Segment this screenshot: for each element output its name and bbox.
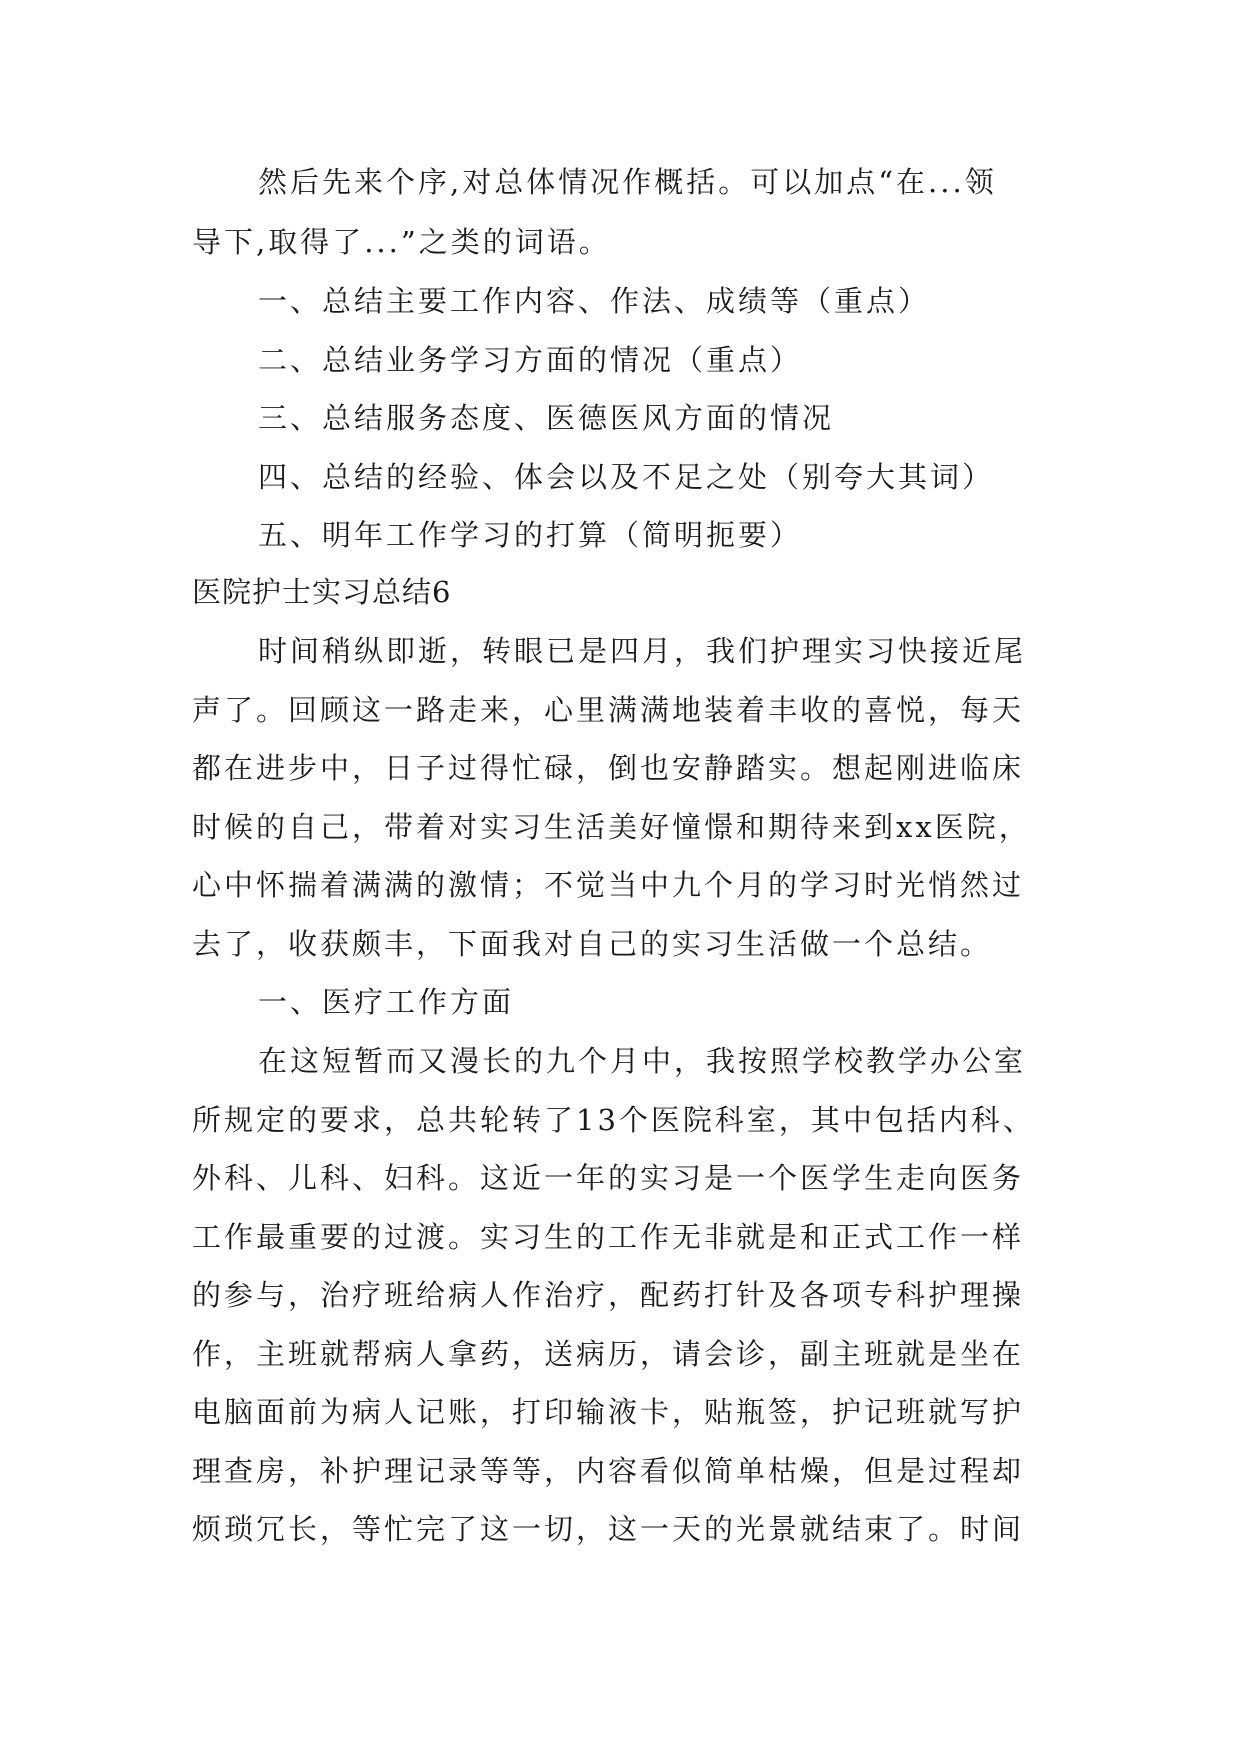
para2-line-3: 外科、儿科、妇科。这近一年的实习是一个医学生走向医务 [192,1161,1025,1195]
para1-line-4: 时候的自己，带着对实习生活美好憧憬和期待来到xx医院， [192,810,1031,844]
para2-line-2: 所规定的要求，总共轮转了13个医院科室，其中包括内科、 [192,1103,1035,1137]
para2-line-1: 在这短暂而又漫长的九个月中，我按照学校教学办公室 [258,1044,1027,1078]
section-title: 医院护士实习总结6 [192,575,452,609]
para2-line-5: 的参与，治疗班给病人作治疗，配药打针及各项专科护理操 [192,1278,1025,1312]
outline-item-4: 四、总结的经验、体会以及不足之处（别夸大其词） [258,460,995,494]
outline-item-5: 五、明年工作学习的打算（简明扼要） [258,518,803,552]
intro-line-2: 导下,取得了...”之类的词语。 [192,225,611,259]
para1-line-1: 时间稍纵即逝，转眼已是四月，我们护理实习快接近尾 [258,634,1027,668]
para1-line-3: 都在进步中，日子过得忙碌，倒也安静踏实。想起刚进临床 [192,751,1025,785]
subheading-medical-work: 一、医疗工作方面 [258,985,515,1019]
intro-line-1: 然后先来个序,对总体情况作概括。可以加点“在...领 [258,165,997,199]
outline-item-2: 二、总结业务学习方面的情况（重点） [258,343,803,377]
para2-line-8: 理查房，补护理记录等等，内容看似简单枯燥，但是过程却 [192,1454,1025,1488]
para1-line-2: 声了。回顾这一路走来，心里满满地装着丰收的喜悦，每天 [192,693,1025,727]
para2-line-9: 烦琐冗长，等忙完了这一切，这一天的光景就结束了。时间 [192,1512,1025,1546]
outline-item-3: 三、总结服务态度、医德医风方面的情况 [258,401,835,435]
outline-item-1: 一、总结主要工作内容、作法、成绩等（重点） [258,284,931,318]
para2-line-6: 作，主班就帮病人拿药，送病历，请会诊，副主班就是坐在 [192,1337,1025,1371]
para1-line-6: 去了，收获颇丰，下面我对自己的实习生活做一个总结。 [192,927,993,961]
para2-line-4: 工作最重要的过渡。实习生的工作无非就是和正式工作一样 [192,1220,1025,1254]
para2-line-7: 电脑面前为病人记账，打印输液卡，贴瓶签，护记班就写护 [192,1395,1025,1429]
para1-line-5: 心中怀揣着满满的激情；不觉当中九个月的学习时光悄然过 [192,868,1025,902]
